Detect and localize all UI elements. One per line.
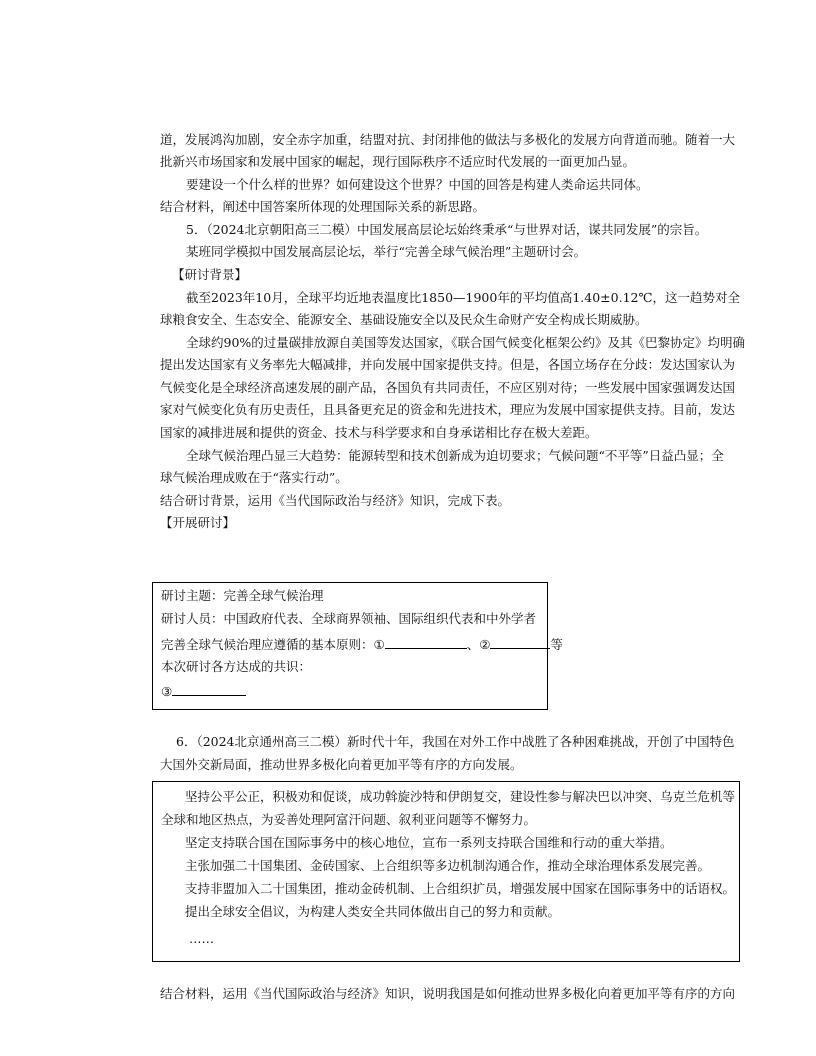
- material-line: 全球和地区热点，为妥善处理阿富汗问题、叙利亚问题等不懈努力。: [161, 812, 537, 827]
- paragraph-line: 提出发达国家有义务率先大幅减排，并向发展中国家提供支持。但是，各国立场存在分歧：发达国家认为: [160, 357, 736, 372]
- question-prompt: 结合材料，阐述中国答案所体现的处理国际关系的新思路。: [160, 199, 486, 214]
- consensus-label: 本次研讨各方达成的共识：: [161, 659, 312, 674]
- principles-row: [161, 634, 563, 654]
- paragraph-line: 全球气候治理凸显三大趋势：能源转型和技术创新成为迫切要求；气候问题“不平等”日益凸显；全: [186, 448, 724, 463]
- material-line: 提出全球安全倡议，为构建人类安全共同体做出自己的努力和贡献。: [185, 904, 561, 919]
- paragraph-line: 批新兴市场国家和发展中国家的崛起，现行国际秩序不适应时代发展的一面更加凸显。: [160, 154, 636, 169]
- question-6-heading-cont: 大国外交新局面，推动世界多极化向着更加平等有序的方向发展。: [160, 757, 523, 772]
- discussion-table: [152, 582, 563, 710]
- paragraph-line: 要建设一个什么样的世界？如何建设这个世界？中国的回答是构建人类命运共同体。: [186, 177, 649, 192]
- material-box: [152, 781, 740, 962]
- question-5-intro: 某班同学模拟中国发展高层论坛，举行“完善全球气候治理”主题研讨会。: [186, 244, 587, 259]
- consensus-marker: ③: [161, 684, 173, 699]
- section-title-background: 【研讨背景】: [172, 267, 248, 282]
- question-prompt: 结合研讨背景，运用《当代国际政治与经济》知识，完成下表。: [160, 493, 511, 508]
- discussion-topic: 研讨主题：完善全球气候治理: [161, 588, 324, 603]
- answer-blank-1[interactable]: [385, 634, 467, 649]
- discussion-participants: 研讨人员：中国政府代表、全球商界领袖、国际组织代表和中外学者: [161, 611, 537, 626]
- paragraph-line: 截至2023年10月，全球平均近地表温度比1850—1900年的平均值高1.40±0.12℃，这一趋势对全: [186, 290, 740, 305]
- material-line: 支持非盟加入二十国集团，推动金砖机制、上合组织扩员，增强发展中国家在国际事务中的话语权。: [185, 881, 736, 896]
- ellipsis: ……: [189, 931, 214, 946]
- section-title-discussion: 【开展研讨】: [160, 515, 236, 530]
- principles-suffix: 等: [550, 637, 563, 652]
- principles-label: 完善全球气候治理应遵循的基本原则：①: [161, 637, 385, 652]
- material-line: 坚定支持联合国在国际事务中的核心地位，宣布一系列支持联合国维和行动的重大举措。: [185, 835, 673, 850]
- question-5-heading: 5．（2024北京朝阳高三二模）中国发展高层论坛始终秉承“与世界对话，谋共同发展”的宗旨。: [186, 222, 708, 237]
- paragraph-line: 家对气候变化负有历史责任，且具备更充足的资金和先进技术，理应为发展中国家提供支持。目前，发达: [160, 402, 736, 417]
- answer-blank-3[interactable]: [172, 681, 246, 696]
- consensus-row: [161, 681, 246, 701]
- answer-blank-2[interactable]: [490, 634, 550, 649]
- question-6-heading: 6．（2024北京通州高三二模）新时代十年，我国在对外工作中战胜了各种困难挑战，开创了中国特色: [176, 734, 735, 749]
- paragraph-line: 球气候治理成败在于“落实行动”。: [160, 470, 348, 485]
- paragraph-line: 气候变化是全球经济高速发展的副产品，各国负有共同责任，不应区别对待；一些发展中国家强调发达国: [160, 380, 736, 395]
- question-prompt: 结合材料，运用《当代国际政治与经济》知识，说明我国是如何推动世界多极化向着更加平等有序的方向: [160, 986, 736, 1001]
- paragraph-line: 全球约90%的过量碳排放源自美国等发达国家，《联合国气候变化框架公约》及其《巴黎协定》均明确: [186, 335, 746, 350]
- blank-separator: 、②: [466, 637, 491, 652]
- material-line: 主张加强二十国集团、金砖国家、上合组织等多边机制沟通合作，推动全球治理体系发展完善。: [185, 858, 711, 873]
- paragraph-line: 道，发展鸿沟加剧，安全赤字加重，结盟对抗、封闭排他的做法与多极化的发展方向背道而驰。随着一大: [160, 132, 736, 147]
- paragraph-line: 国家的减排进展和提供的资金、技术与科学要求和自身承诺相比存在极大差距。: [160, 425, 598, 440]
- material-line: 坚持公平公正，积极劝和促谈，成功斡旋沙特和伊朗复交，建设性参与解决巴以冲突、乌克兰危机等: [185, 789, 736, 804]
- paragraph-line: 球粮食安全、生态安全、能源安全、基础设施安全以及民众生命财产安全构成长期威胁。: [160, 312, 648, 327]
